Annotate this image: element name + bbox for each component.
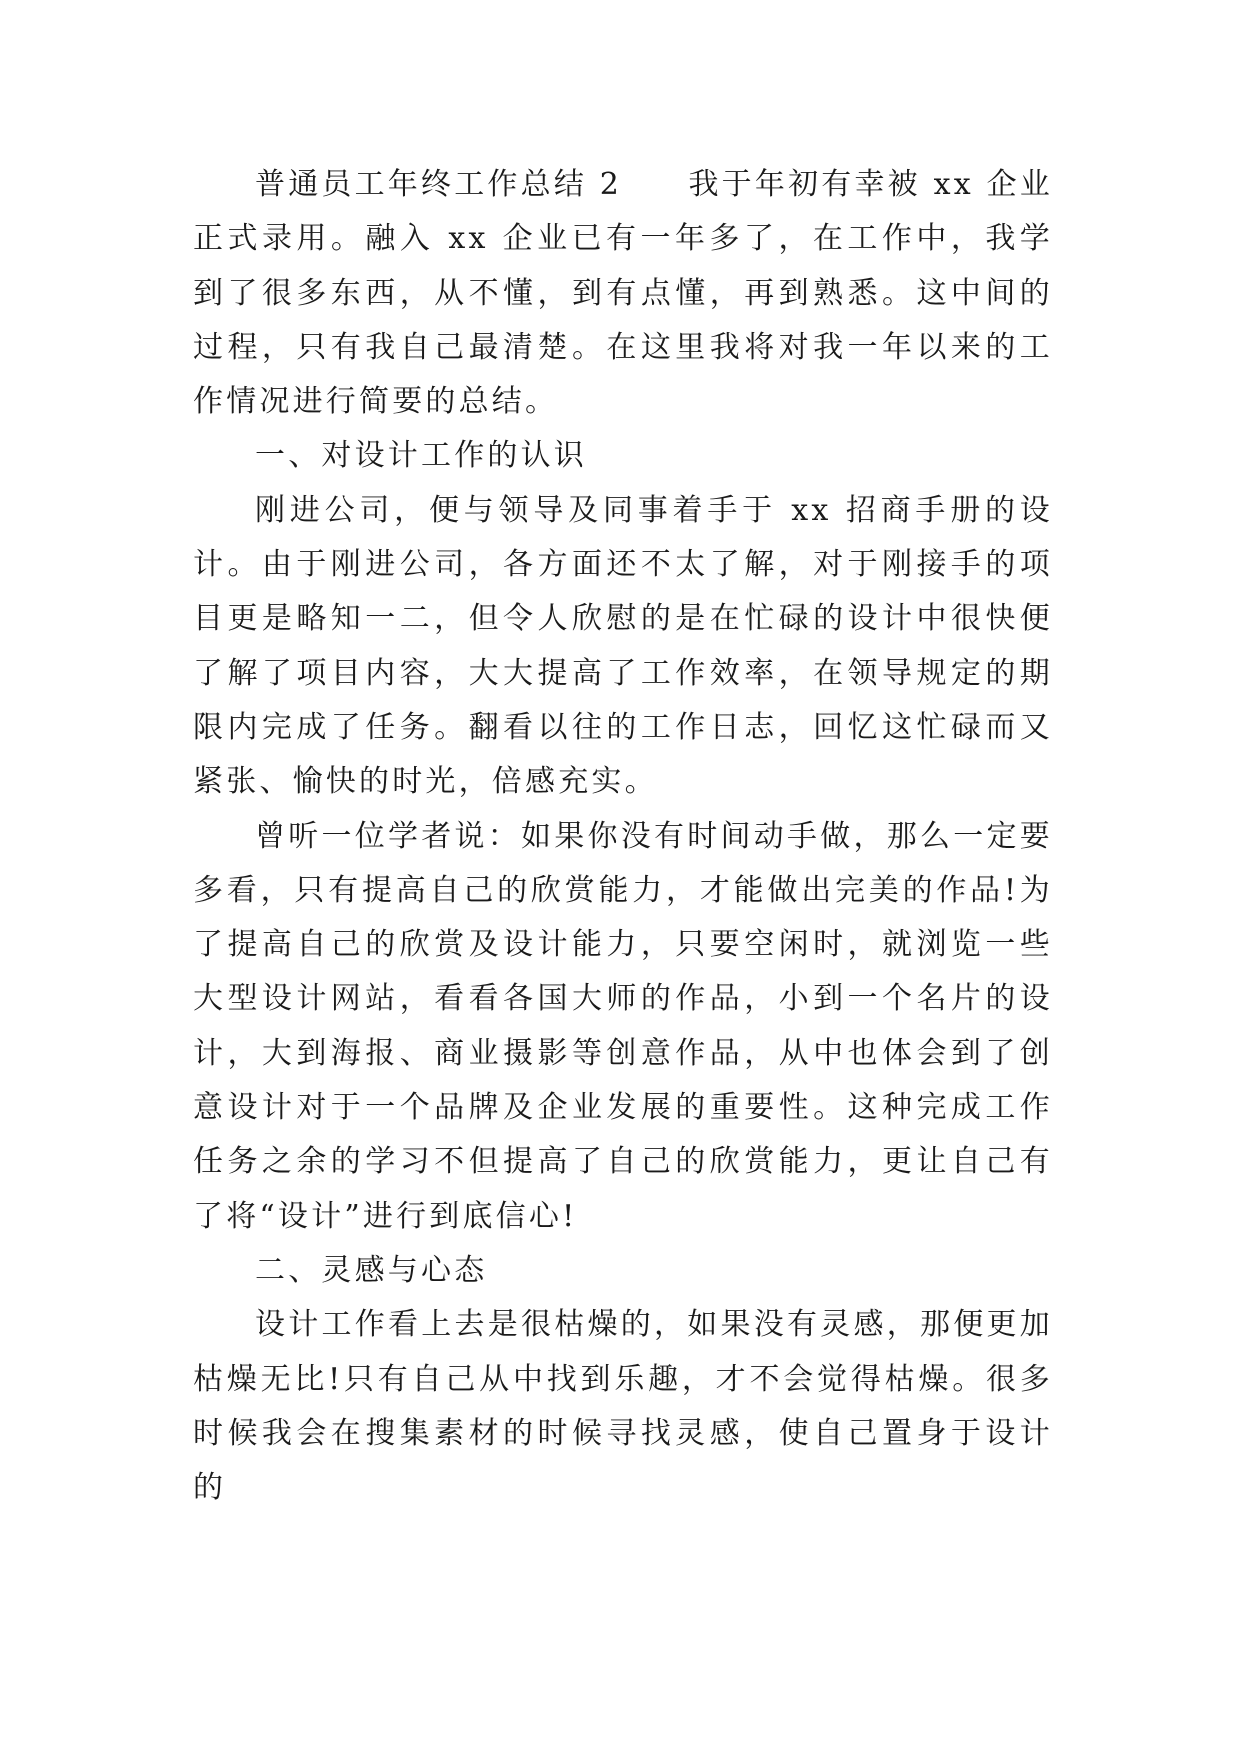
section-heading-2: 二、灵感与心态	[255, 1252, 488, 1288]
intro-paragraph: 普通员工年终工作总结 2 我于年初有幸被 xx 企业正式录用。融入 xx 企业已有一年多了，在工作中，我学到了很多东西，从不懂，到有点懂，再到熟悉。这中间的过程，只有我自己最清楚。在这里我将对我一年以来的工作情况进行简要的总结。	[193, 167, 1053, 420]
section-heading-1: 一、对设计工作的认识	[255, 438, 587, 474]
section1-paragraph-1: 刚进公司，便与领导及同事着手于 xx 招商手册的设计。由于刚进公司，各方面还不太了解，对于刚接手的项目更是略知一二，但令人欣慰的是在忙碌的设计中很快便了解了项目内容，大大提高了工作效率，在领导规定的期限内完成了任务。翻看以往的工作日志，回忆这忙碌而又紧张、愉快的时光，倍感充实。	[193, 492, 1053, 800]
section2-paragraph-1: 设计工作看上去是很枯燥的，如果没有灵感，那便更加枯燥无比!只有自己从中找到乐趣，才不会觉得枯燥。很多时候我会在搜集素材的时候寻找灵感，使自己置身于设计的	[193, 1307, 1053, 1506]
document-page	[193, 158, 1053, 1515]
section1-paragraph-2: 曾听一位学者说：如果你没有时间动手做，那么一定要多看，只有提高自己的欣赏能力，才能做出完美的作品!为了提高自己的欣赏及设计能力，只要空闲时，就浏览一些大型设计网站，看看各国大师的作品，小到一个名片的设计，大到海报、商业摄影等创意作品，从中也体会到了创意设计对于一个品牌及企业发展的重要性。这种完成工作任务之余的学习不但提高了自己的欣赏能力，更让自己有了将“设计”进行到底信心!	[193, 818, 1053, 1234]
